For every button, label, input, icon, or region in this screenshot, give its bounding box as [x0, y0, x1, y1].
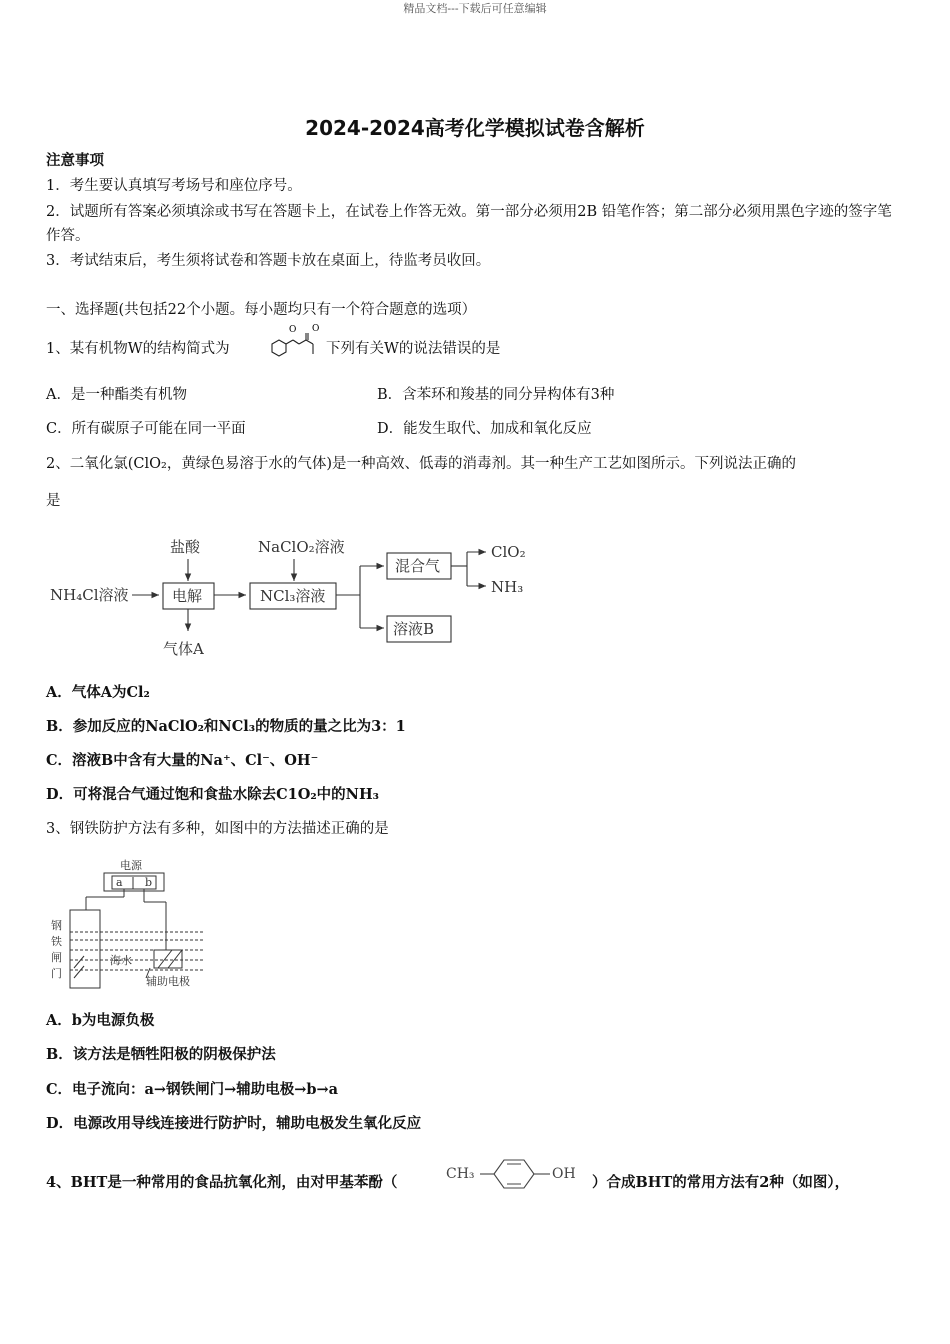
q2-acid-label: 盐酸 [170, 538, 201, 556]
q1-stem-b: 下列有关W的说法错误的是 [326, 341, 501, 357]
q2-option-b: B．参加反应的NaClO₂和NCl₃的物质的量之比为3：1 [46, 718, 406, 735]
q1-struct-o1: O [289, 325, 297, 335]
page-header-watermark: 精品文档---下载后可任意编辑 [403, 2, 547, 15]
q2-input-label: NH₄Cl溶液 [50, 586, 129, 604]
q3-power-label: 电源 [120, 859, 142, 872]
q3-seawater-label: 海水 [110, 954, 132, 967]
q3-option-b: B．该方法是牺牲阳极的阴极保护法 [46, 1046, 276, 1063]
page-title: 2024-2024高考化学模拟试卷含解析 [305, 116, 645, 140]
q3-option-c: C．电子流向：a→钢铁闸门→辅助电极→b→a [46, 1081, 339, 1098]
q1-option-c: C．所有碳原子可能在同一平面 [46, 421, 246, 437]
notice-heading: 注意事项 [46, 152, 104, 169]
q3-gate-char-3: 闸 [51, 951, 62, 964]
q3-option-a: A．b为电源负极 [46, 1012, 155, 1029]
q2-option-a: A．气体A为Cl₂ [46, 684, 150, 701]
q3-protection-diagram [46, 852, 216, 994]
q2-process-diagram [46, 528, 546, 668]
q3-gate-char-4: 门 [51, 967, 62, 980]
q3-gate-plate [70, 910, 100, 988]
q1-structure-image [262, 320, 326, 362]
q3-stem: 3、钢铁防护方法有多种，如图中的方法描述正确的是 [46, 821, 389, 837]
q2-mixed-gas-label: 混合气 [395, 557, 441, 575]
section-heading: 一、选择题(共包括22个小题。每小题均只有一个符合题意的选项） [46, 302, 477, 318]
q2-gas-a-label: 气体A [163, 640, 204, 658]
notice-item-2: 2．试题所有答案必须填涂或书写在答题卡上，在试卷上作答无效。第一部分必须用2B 铅笔作答；第二部分必须用黑色字迹的签字笔作答。 [46, 204, 892, 244]
q3-option-d: D．电源改用导线连接进行防护时，辅助电极发生氧化反应 [46, 1115, 422, 1132]
q3-terminal-b: b [145, 876, 153, 889]
q4-struct-ch3: CH₃ [446, 1166, 475, 1182]
notice-item-1: 1．考生要认真填写考场号和座位序号。 [46, 178, 302, 194]
q1-benzene-ring [272, 340, 286, 356]
q3-aux-label: 辅助电极 [146, 975, 190, 988]
q3-terminal-a: a [116, 876, 123, 889]
q1-struct-o2: O [312, 324, 320, 334]
q3-aux-electrode [154, 950, 182, 968]
q2-clo2-label: ClO₂ [491, 543, 526, 561]
q2-stem-line2: 是 [46, 493, 61, 509]
q2-option-d: D．可将混合气通过饱和食盐水除去C1O₂中的NH₃ [46, 786, 379, 803]
q1-option-a: A．是一种酯类有机物 [46, 387, 187, 403]
notice-item-3: 3．考试结束后，考生须将试卷和答题卡放在桌面上，待监考员收回。 [46, 253, 491, 269]
q2-option-c: C．溶液B中含有大量的Na⁺、Cl⁻、OH⁻ [46, 752, 319, 769]
q2-stem-line1: 2、二氧化氯(ClO₂，黄绿色易溶于水的气体)是一种高效、低毒的消毒剂。其一种生产工艺如图所示。下列说法正确的 [46, 456, 796, 472]
q2-naclo2-label: NaClO₂溶液 [258, 538, 345, 556]
q4-stem-b: ）合成BHT的常用方法有2种（如图）， [592, 1174, 850, 1191]
q4-structure-image [440, 1152, 590, 1198]
q2-electrolysis-label: 电解 [172, 587, 203, 605]
q3-gate-char-2: 铁 [51, 935, 62, 948]
q1-option-d: D．能发生取代、加成和氧化反应 [377, 421, 592, 437]
q2-ncl3-label: NCl₃溶液 [260, 587, 326, 605]
q2-nh3-label: NH₃ [491, 578, 524, 596]
q3-gate-char-1: 钢 [51, 919, 62, 932]
q2-solution-b-label: 溶液B [393, 620, 435, 638]
q4-struct-oh: OH [552, 1166, 576, 1182]
q1-stem-a: 1、某有机物W的结构简式为 [46, 341, 230, 357]
q4-stem-a: 4、BHT是一种常用的食品抗氧化剂，由对甲基苯酚（ [46, 1174, 398, 1191]
q1-option-b: B．含苯环和羧基的同分异构体有3种 [377, 387, 615, 403]
